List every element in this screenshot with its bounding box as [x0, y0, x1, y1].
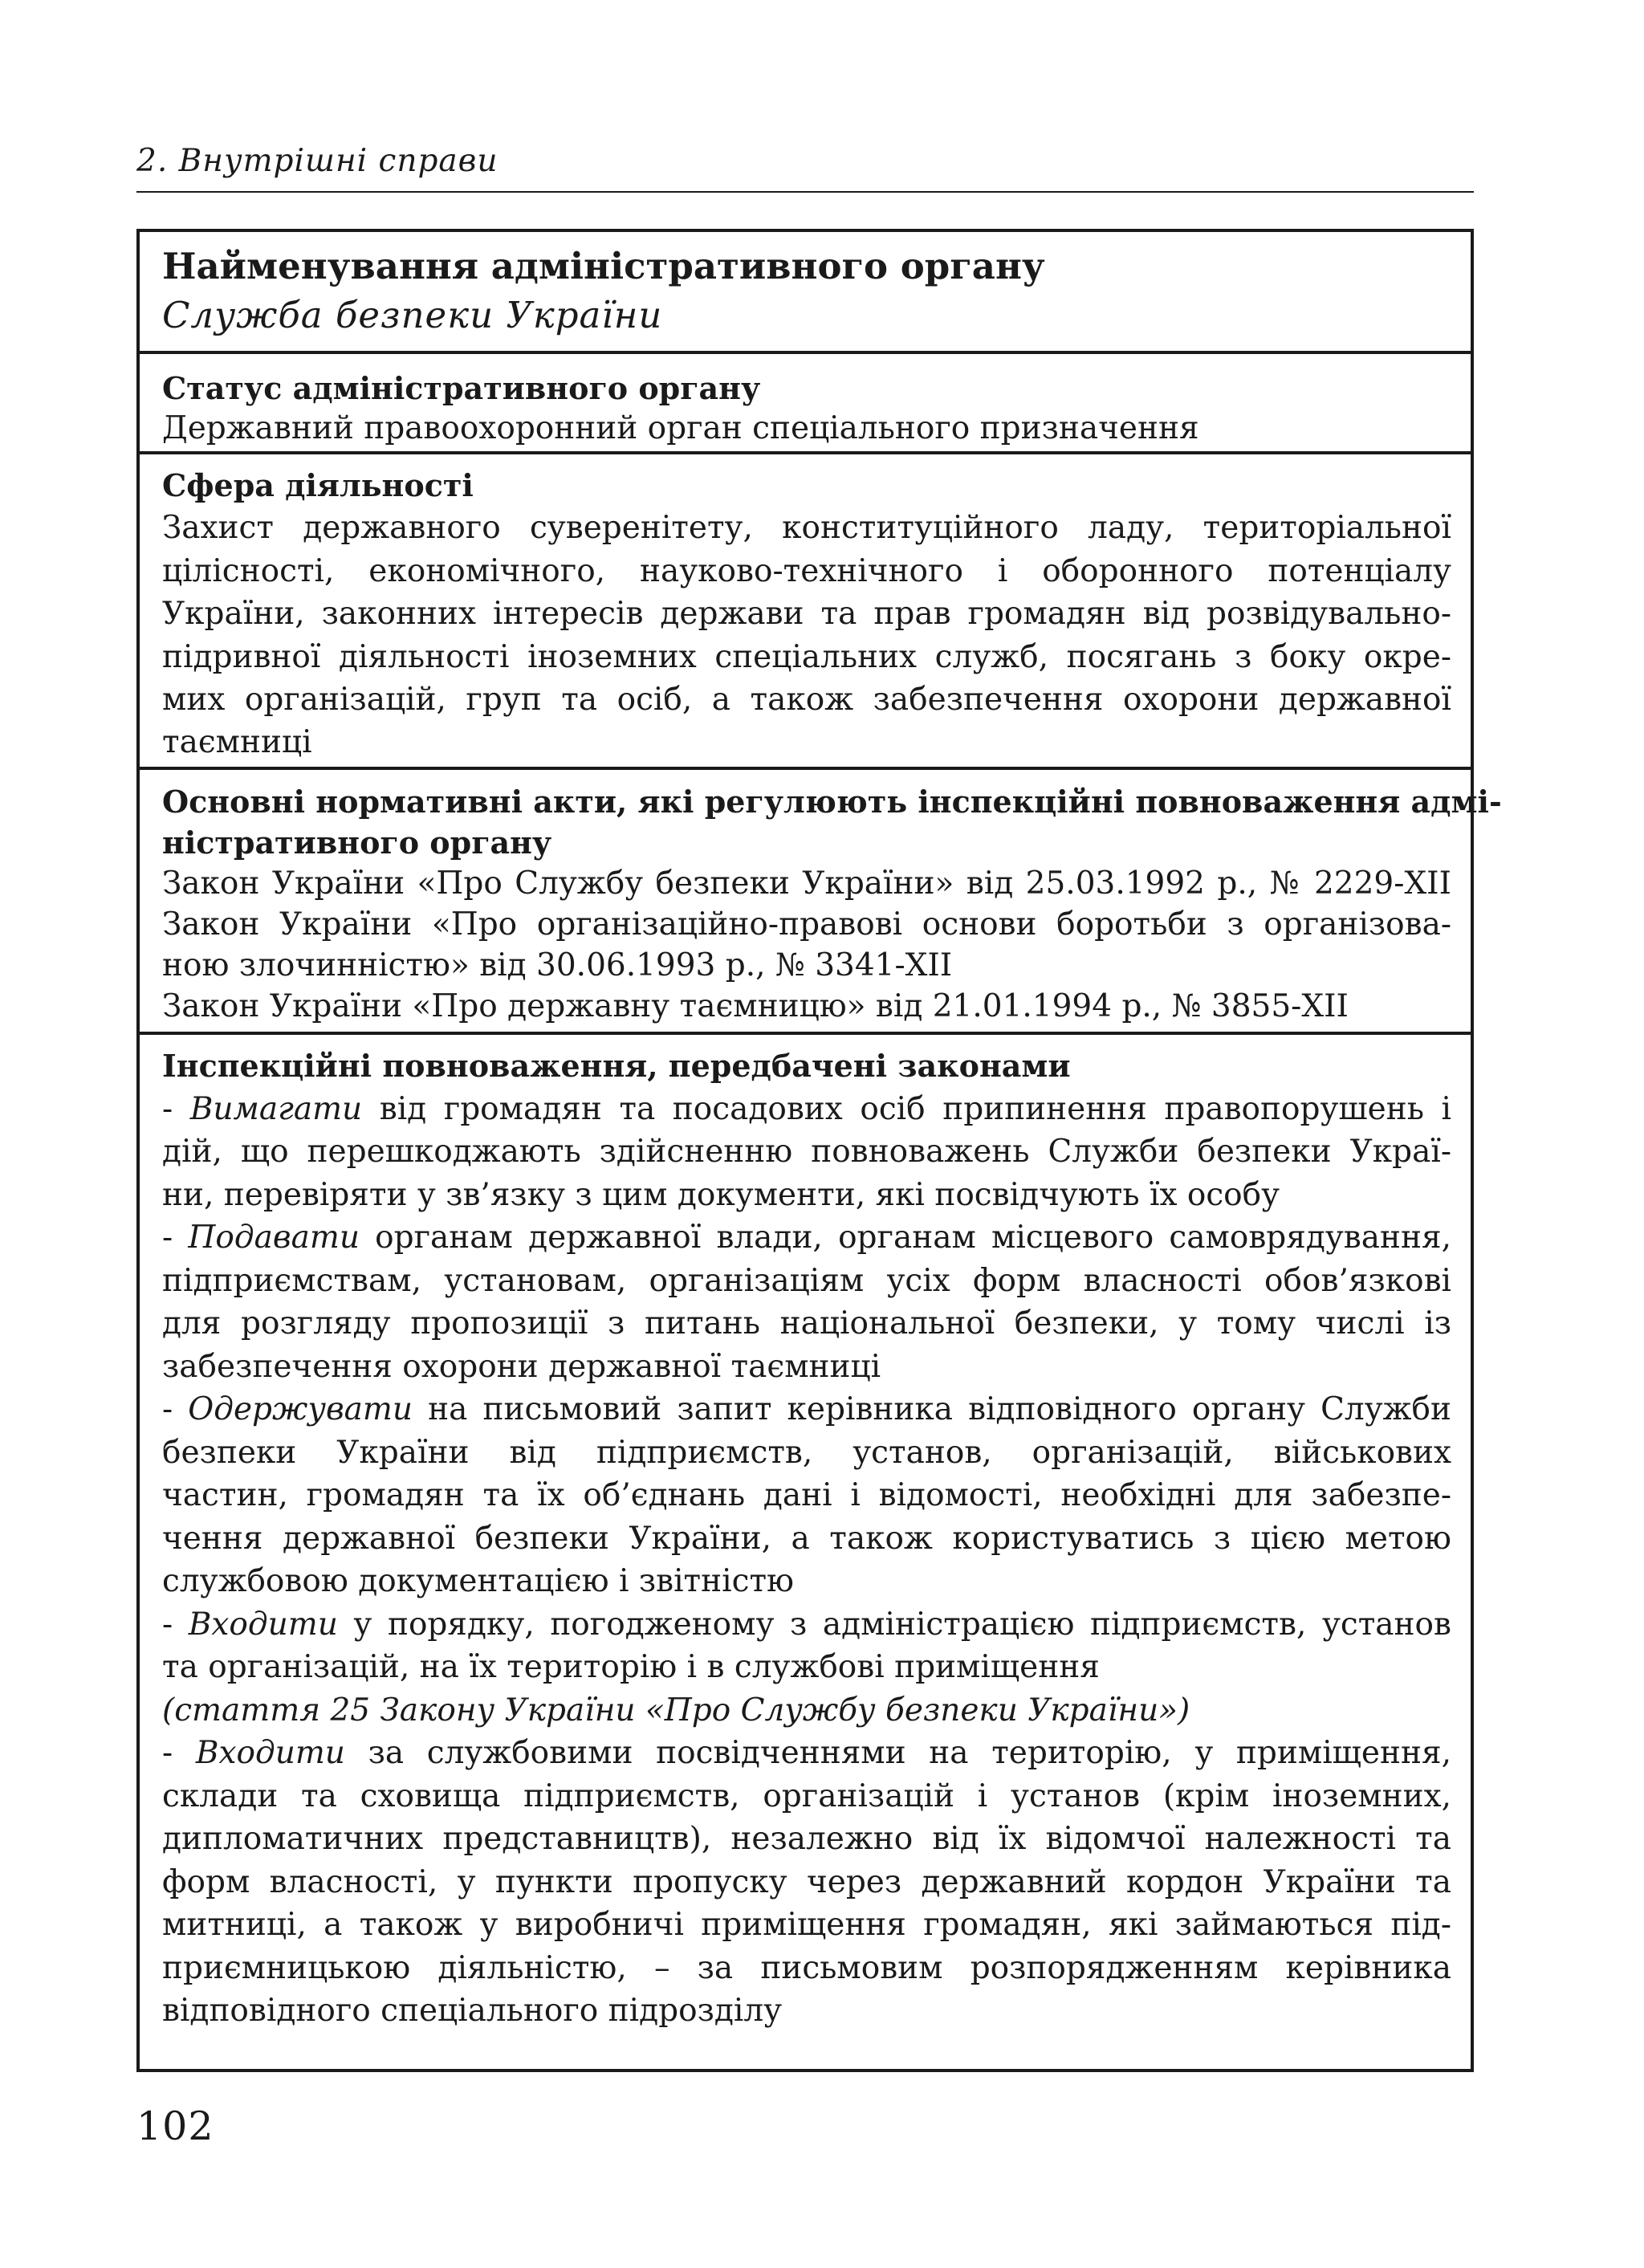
power-3-line: службовою документацією і звітністю: [162, 1563, 794, 1599]
power-text: у порядку, погодженому з адміністрацією підприємств, установ: [337, 1606, 1451, 1643]
name-section: [140, 232, 1471, 354]
power-2-line: підприємствам, установам, організаціям усіх форм власності обов’язкові: [162, 1262, 1451, 1299]
sphere-line: Захист державного суверенітету, конституційного ладу, територіальної: [162, 510, 1451, 547]
powers-section: [140, 1035, 1471, 2069]
act-line: Закон України «Про Службу безпеки України» від 25.03.1992 р., № 2229-XII: [162, 865, 1451, 902]
power-text: на письмовий запит керівника відповідного органу Служби: [413, 1391, 1452, 1427]
power-5-line: приємницькою діяльністю, – за письмовим розпорядженням керівника: [162, 1949, 1451, 1986]
header-rule: [136, 191, 1474, 193]
sphere-line: підривної діяльності іноземних спеціальних служб, посягань з боку окре-: [162, 638, 1451, 675]
power-5-line: митниці, а також у виробничі приміщення громадян, які займаються під-: [162, 1907, 1451, 1943]
list-dash: -: [162, 1606, 189, 1643]
power-3-line: [162, 1388, 1451, 1431]
power-text: за службовими посвідченнями на територію, у приміщення,: [344, 1735, 1452, 1771]
power-4-line: та організацій, на їх територію і в службові приміщення: [162, 1649, 1100, 1685]
acts-heading: Основні нормативні акти, які регулюють інспекційні повноваження адмі-: [162, 784, 1502, 820]
sphere-section: [140, 454, 1471, 770]
power-1-line: дій, що перешкоджають здійсненню повноважень Служби безпеки Украї-: [162, 1134, 1451, 1170]
power-2-line: [162, 1216, 1451, 1260]
power-4-line: [162, 1603, 1451, 1647]
power-keyword: Входити: [195, 1735, 345, 1771]
acts-heading-cont: ністративного органу: [162, 825, 552, 861]
powers-heading: Інспекційні повноваження, передбачені законами: [162, 1048, 1071, 1084]
power-3-line: чення державної безпеки України, а також користуватись з цією метою: [162, 1520, 1451, 1557]
act-line: Закон України «Про організаційно-правові основи боротьби з організова-: [162, 906, 1451, 943]
status-section: [140, 354, 1471, 454]
power-keyword: Одержувати: [188, 1391, 413, 1427]
power-keyword: Вимагати: [189, 1090, 363, 1127]
sphere-line: мих організацій, груп та осіб, а також забезпечення охорони державної: [162, 682, 1451, 719]
power-2-line: забезпечення охорони державної таємниці: [162, 1348, 881, 1385]
power-3-line: безпеки України від підприємств, установ, організацій, військових: [162, 1434, 1451, 1471]
power-5-line: форм власності, у пункти пропуску через державний кордон України та: [162, 1863, 1451, 1900]
power-5-line: відповідного спеціального підрозділу: [162, 1993, 783, 2029]
power-5-line: [162, 1732, 1451, 1775]
power-3-line: частин, громадян та їх об’єднань дані і відомості, необхідні для забезпе-: [162, 1477, 1451, 1513]
list-dash: -: [162, 1735, 196, 1771]
running-head: 2. Внутрішні справи: [136, 143, 498, 179]
list-dash: -: [162, 1090, 190, 1127]
sphere-line: України, законних інтересів держави та прав громадян від розвідувально-: [162, 596, 1451, 633]
act-line: Закон України «Про державну таємницю» від 21.01.1994 р., № 3855-XII: [162, 988, 1349, 1024]
power-text: органам державної влади, органам місцевого самоврядування,: [359, 1220, 1452, 1256]
name-heading: Найменування адміністративного органу: [162, 245, 1045, 287]
power-5-line: дипломатичних представництв), незалежно від їх відомчої належності та: [162, 1821, 1451, 1857]
power-text: від громадян та посадових осіб припинення правопорушень і: [362, 1090, 1451, 1127]
list-dash: -: [162, 1391, 189, 1427]
info-table: [136, 229, 1502, 2072]
list-dash: -: [162, 1220, 189, 1256]
law-citation: (стаття 25 Закону України «Про Службу безпеки України»): [162, 1692, 1190, 1728]
power-keyword: Входити: [188, 1606, 338, 1643]
name-value: Служба безпеки України: [162, 294, 663, 336]
power-1-line: ни, перевіряти у зв’язку з цим документи, які посвідчують їх особу: [162, 1176, 1280, 1213]
power-5-line: склади та сховища підприємств, організацій і установ (крім іноземних,: [162, 1777, 1451, 1814]
sphere-heading: Сфера діяльності: [162, 467, 474, 503]
power-2-line: для розгляду пропозиції з питань національної безпеки, у тому числі із: [162, 1305, 1451, 1342]
sphere-line: таємниці: [162, 724, 312, 761]
status-value: Державний правоохоронний орган спеціального призначення: [162, 410, 1199, 446]
power-keyword: Подавати: [188, 1220, 360, 1256]
power-1-line: [162, 1088, 1451, 1131]
page-number: 102: [136, 2103, 214, 2149]
acts-section: [140, 770, 1502, 1035]
status-heading: Статус адміністративного органу: [162, 370, 761, 406]
act-line: ною злочинністю» від 30.06.1993 р., № 3341-XII: [162, 947, 953, 983]
sphere-line: цілісності, економічного, науково-технічного і оборонного потенціалу: [162, 552, 1451, 589]
